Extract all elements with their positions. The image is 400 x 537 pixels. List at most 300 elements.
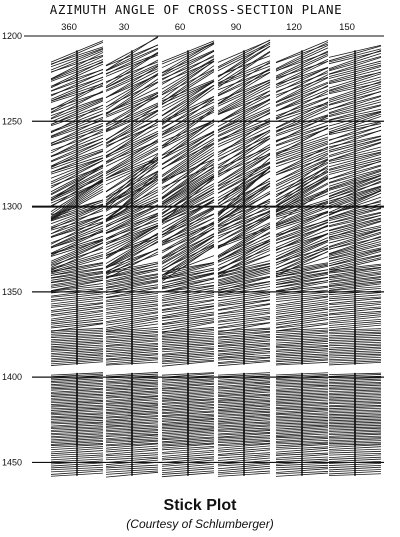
stick-center-dot xyxy=(187,69,189,71)
stick-center-dot xyxy=(243,173,245,175)
stick-center-dot xyxy=(76,124,78,126)
stick-center-dot xyxy=(243,101,245,103)
stick-center-dot xyxy=(131,103,133,105)
stick-center-dot xyxy=(76,146,78,148)
stick-center-dot xyxy=(131,124,133,126)
stick-center-dot xyxy=(243,312,245,314)
stick-center-dot xyxy=(187,103,189,105)
stick-center-dot xyxy=(187,122,189,124)
stick-center-dot xyxy=(243,459,245,461)
stick-center-dot xyxy=(354,136,356,138)
stick-center-dot xyxy=(354,52,356,54)
stick-center-dot xyxy=(131,140,133,142)
stick-center-dot xyxy=(187,449,189,451)
stick-center-dot xyxy=(243,445,245,447)
stick-center-dot xyxy=(76,153,78,155)
stick-center-dot xyxy=(187,65,189,67)
stick-center-dot xyxy=(187,130,189,132)
stick-center-dot xyxy=(76,116,78,118)
stick-center-dot xyxy=(76,171,78,173)
azimuth-tick-label: 150 xyxy=(339,22,355,33)
stick-center-dot xyxy=(301,288,303,290)
stick-center-dot xyxy=(187,320,189,322)
stick-center-dot xyxy=(187,91,189,93)
stick-center-dot xyxy=(187,99,189,101)
stick-center-dot xyxy=(243,132,245,134)
stick-center-dot xyxy=(76,122,78,124)
stick-center-dot xyxy=(76,69,78,71)
depth-tick-label: 1450 xyxy=(2,457,23,468)
stick-center-dot xyxy=(187,75,189,77)
stick-center-dot xyxy=(243,310,245,312)
stick-center-dot xyxy=(187,453,189,455)
stick-center-dot xyxy=(187,173,189,175)
stick-center-dot xyxy=(243,91,245,93)
stick-center-dot xyxy=(131,324,133,326)
stick-center-dot xyxy=(301,132,303,134)
depth-tick-labels xyxy=(2,31,22,467)
stick-center-dot xyxy=(187,314,189,316)
stick-center-dot xyxy=(243,136,245,138)
stick-center-dot xyxy=(131,445,133,447)
stick-center-dot xyxy=(76,165,78,167)
stick-center-dot xyxy=(131,56,133,58)
stick-center-dot xyxy=(301,298,303,300)
stick-center-dot xyxy=(301,138,303,140)
stick-center-dot xyxy=(354,173,356,175)
stick-center-dot xyxy=(76,87,78,89)
stick-center-dot xyxy=(131,91,133,93)
stick-center-dot xyxy=(243,110,245,112)
stick-center-dot xyxy=(301,302,303,304)
stick-center-dot xyxy=(354,171,356,173)
stick-center-dot xyxy=(76,110,78,112)
stick-center-dot xyxy=(301,296,303,298)
stick-center-dot xyxy=(243,118,245,120)
stick-center-dot xyxy=(76,56,78,58)
stick-center-dot xyxy=(76,81,78,83)
stick-center-dot xyxy=(131,99,133,101)
stick-center-dot xyxy=(76,112,78,114)
stick-center-dot xyxy=(243,169,245,171)
stick-center-dot xyxy=(76,142,78,144)
stick-center-dot xyxy=(131,453,133,455)
stick-center-dot xyxy=(301,73,303,75)
stick-center-dot xyxy=(187,60,189,62)
stick-center-dot xyxy=(354,112,356,114)
stick-center-dot xyxy=(131,153,133,155)
stick-center-dot xyxy=(131,447,133,449)
stick-center-dot xyxy=(354,101,356,103)
stick-center-dot xyxy=(301,320,303,322)
stick-center-dot xyxy=(131,95,133,97)
stick-center-dot xyxy=(131,314,133,316)
stick-center-dot xyxy=(301,290,303,292)
stick-center-dot xyxy=(243,85,245,87)
stick-center-dot xyxy=(76,103,78,105)
stick-center-dot xyxy=(131,146,133,148)
stick-center-dot xyxy=(76,155,78,157)
stick-center-dot xyxy=(354,455,356,457)
stick-center-dot xyxy=(354,155,356,157)
stick-center-dot xyxy=(131,474,133,476)
stick-center-dot xyxy=(301,54,303,56)
stick-center-dot xyxy=(301,142,303,144)
stick-center-dot xyxy=(131,122,133,124)
stick-center-dot xyxy=(187,124,189,126)
stick-center-dot xyxy=(243,318,245,320)
stick-center-dot xyxy=(243,161,245,163)
stick-center-dot xyxy=(76,306,78,308)
stick-center-dot xyxy=(301,83,303,85)
stick-center-dot xyxy=(187,451,189,453)
stick-center-dot xyxy=(76,106,78,108)
stick-center-dot xyxy=(243,314,245,316)
stick-center-dot xyxy=(131,159,133,161)
stick-center-dot xyxy=(301,99,303,101)
stick-center-dot xyxy=(243,159,245,161)
stick-center-dot xyxy=(187,79,189,81)
stick-center-dot xyxy=(187,296,189,298)
stick-center-dot xyxy=(301,85,303,87)
stick-center-dot xyxy=(131,459,133,461)
depth-tick-label: 1250 xyxy=(2,116,23,127)
stick-center-dot xyxy=(187,134,189,136)
stick-center-dot xyxy=(243,163,245,165)
stick-center-dot xyxy=(354,457,356,459)
stick-center-dot xyxy=(76,63,78,65)
depth-tick-label: 1400 xyxy=(2,372,23,383)
stick-center-dot xyxy=(187,126,189,128)
stick-center-dot xyxy=(131,73,133,75)
stick-center-dot xyxy=(187,316,189,318)
stick-center-dot xyxy=(243,138,245,140)
stick-center-dot xyxy=(76,465,78,467)
stick-center-dot xyxy=(131,320,133,322)
stick-center-dot xyxy=(131,138,133,140)
stick-center-dot xyxy=(243,52,245,54)
stick-center-dot xyxy=(354,165,356,167)
stick-center-dot xyxy=(131,165,133,167)
stick-center-dot xyxy=(243,300,245,302)
stick-center-dot xyxy=(131,470,133,472)
stick-center-dot xyxy=(354,451,356,453)
depth-tick-label: 1350 xyxy=(2,286,23,297)
stick-center-dot xyxy=(131,85,133,87)
stick-center-dot xyxy=(354,114,356,116)
stick-center-dot xyxy=(187,116,189,118)
stick-center-dot xyxy=(187,120,189,122)
stick-center-dot xyxy=(76,93,78,95)
stick-center-dot xyxy=(243,108,245,110)
stick-center-dot xyxy=(354,85,356,87)
depth-tick-label: 1300 xyxy=(2,201,23,212)
stick-center-dot xyxy=(301,114,303,116)
stick-center-dot xyxy=(354,312,356,314)
stick-center-dot xyxy=(131,157,133,159)
stick-center-dot xyxy=(301,50,303,52)
stick-center-dot xyxy=(187,67,189,69)
stick-center-dot xyxy=(76,298,78,300)
stick-center-dot xyxy=(131,93,133,95)
stick-center-dot xyxy=(76,157,78,159)
stick-center-dot xyxy=(76,292,78,294)
stick-center-dot xyxy=(76,312,78,314)
stick-center-dot xyxy=(301,159,303,161)
stick-center-dot xyxy=(301,75,303,77)
stick-center-dot xyxy=(354,445,356,447)
stick-center-dot xyxy=(243,316,245,318)
stick-center-dot xyxy=(301,163,303,165)
stick-center-dot xyxy=(187,71,189,73)
stick-center-dot xyxy=(301,79,303,81)
stick-center-dot xyxy=(187,318,189,320)
stick-center-dot xyxy=(301,157,303,159)
azimuth-tick-labels xyxy=(61,22,355,33)
stick-center-dot xyxy=(131,89,133,91)
stick-center-dot xyxy=(301,445,303,447)
stick-center-dot xyxy=(131,108,133,110)
stick-center-dot xyxy=(187,85,189,87)
stick-center-dot xyxy=(243,167,245,169)
stick-center-dot xyxy=(76,101,78,103)
stick-center-dot xyxy=(354,151,356,153)
stick-center-dot xyxy=(301,363,303,365)
stick-center-dot xyxy=(131,63,133,65)
stick-center-dot xyxy=(243,75,245,77)
stick-center-dot xyxy=(76,316,78,318)
stick-center-dot xyxy=(131,106,133,108)
stick-marks xyxy=(51,36,381,477)
stick-center-dot xyxy=(354,67,356,69)
stick-center-dot xyxy=(187,322,189,324)
stick-center-dot xyxy=(243,157,245,159)
stick-center-dot xyxy=(187,73,189,75)
stick-center-dot xyxy=(76,324,78,326)
stick-center-dot xyxy=(301,136,303,138)
stick-center-dot xyxy=(187,157,189,159)
stick-center-dot xyxy=(131,312,133,314)
stick-center-dot xyxy=(243,457,245,459)
stick-center-dot xyxy=(301,465,303,467)
stick-center-dot xyxy=(301,60,303,62)
stick-center-dot xyxy=(131,54,133,56)
stick-center-dot xyxy=(131,294,133,296)
stick-center-dot xyxy=(76,326,78,328)
stick-center-dot xyxy=(187,445,189,447)
stick-center-dot xyxy=(243,326,245,328)
stick-center-dot xyxy=(354,60,356,62)
stick-center-dot xyxy=(354,122,356,124)
stick-center-dot xyxy=(354,65,356,67)
stick-center-dot xyxy=(187,288,189,290)
stick-center-dot xyxy=(301,71,303,73)
stick-center-dot xyxy=(301,153,303,155)
stick-center-dot xyxy=(131,142,133,144)
stick-center-dot xyxy=(76,463,78,465)
stick-center-dot xyxy=(243,56,245,58)
stick-center-dot xyxy=(301,318,303,320)
stick-center-dot xyxy=(187,101,189,103)
stick-center-dot xyxy=(187,81,189,83)
stick-center-dot xyxy=(243,324,245,326)
stick-center-dot xyxy=(243,89,245,91)
stick-center-dot xyxy=(76,310,78,312)
stick-center-dot xyxy=(354,314,356,316)
stick-center-dot xyxy=(76,296,78,298)
stick-center-dot xyxy=(243,175,245,177)
stick-center-dot xyxy=(76,173,78,175)
stick-center-dot xyxy=(301,146,303,148)
stick-center-dot xyxy=(354,140,356,142)
stick-center-dot xyxy=(76,83,78,85)
stick-center-dot xyxy=(131,467,133,469)
stick-center-dot xyxy=(187,292,189,294)
stick-center-dot xyxy=(187,298,189,300)
stick-center-dot xyxy=(243,292,245,294)
stick-center-dot xyxy=(301,167,303,169)
stick-center-dot xyxy=(301,155,303,157)
stick-center-dot xyxy=(76,302,78,304)
stick-center-dot xyxy=(187,97,189,99)
stick-center-dot xyxy=(131,169,133,171)
stick-center-dot xyxy=(301,89,303,91)
stick-center-dot xyxy=(243,134,245,136)
stick-center-dot xyxy=(131,155,133,157)
stick-center-dot xyxy=(131,75,133,77)
stick-center-dot xyxy=(243,449,245,451)
stick-center-dot xyxy=(131,300,133,302)
stick-center-dot xyxy=(354,73,356,75)
stick-center-dot xyxy=(76,175,78,177)
stick-center-dot xyxy=(354,130,356,132)
stick-center-dot xyxy=(243,148,245,150)
stick-center-dot xyxy=(301,128,303,130)
stick-center-dot xyxy=(187,304,189,306)
stick-center-dot xyxy=(243,153,245,155)
stick-center-dot xyxy=(301,175,303,177)
stick-center-dot xyxy=(354,290,356,292)
stick-center-dot xyxy=(76,136,78,138)
stick-center-dot xyxy=(243,79,245,81)
stick-center-dot xyxy=(354,316,356,318)
stick-center-dot xyxy=(243,142,245,144)
stick-center-dot xyxy=(243,165,245,167)
stick-center-dot xyxy=(76,320,78,322)
stick-center-dot xyxy=(301,101,303,103)
stick-center-dot xyxy=(76,453,78,455)
stick-center-dot xyxy=(301,103,303,105)
stick-center-dot xyxy=(354,126,356,128)
stick-center-dot xyxy=(187,110,189,112)
stick-center-dot xyxy=(243,306,245,308)
stick-center-dot xyxy=(354,91,356,93)
stick-center-dot xyxy=(301,457,303,459)
stick-center-dot xyxy=(187,112,189,114)
stick-center-dot xyxy=(76,79,78,81)
stick-center-dot xyxy=(76,472,78,474)
stick-center-dot xyxy=(131,298,133,300)
depth-tick-label: 1200 xyxy=(2,31,23,41)
stick-center-dot xyxy=(243,151,245,153)
stick-center-dot xyxy=(301,171,303,173)
stick-center-dot xyxy=(187,363,189,365)
stick-center-dot xyxy=(354,148,356,150)
stick-center-dot xyxy=(76,75,78,77)
stick-center-dot xyxy=(76,67,78,69)
stick-center-dot xyxy=(354,58,356,60)
stick-center-dot xyxy=(187,144,189,146)
stick-center-dot xyxy=(301,93,303,95)
azimuth-tick-label: 120 xyxy=(286,22,302,33)
azimuth-tick-label: 360 xyxy=(61,22,77,33)
stick-center-dot xyxy=(187,132,189,134)
stick-center-dot xyxy=(187,95,189,97)
stick-center-dot xyxy=(131,167,133,169)
stick-center-dot xyxy=(354,159,356,161)
stick-center-dot xyxy=(76,114,78,116)
stick-center-dot xyxy=(76,459,78,461)
stick-center-dot xyxy=(131,292,133,294)
stick-center-dot xyxy=(76,89,78,91)
stick-center-dot xyxy=(243,120,245,122)
stick-center-dot xyxy=(76,130,78,132)
stick-center-dot xyxy=(354,95,356,97)
stick-center-dot xyxy=(354,77,356,79)
stick-center-dot xyxy=(76,50,78,52)
stick-center-dot xyxy=(187,142,189,144)
stick-center-dot xyxy=(131,288,133,290)
stick-center-dot xyxy=(354,449,356,451)
stick-center-dot xyxy=(301,110,303,112)
stick-center-dot xyxy=(131,69,133,71)
azimuth-tick-label: 90 xyxy=(230,22,242,33)
stick-center-dot xyxy=(301,91,303,93)
stick-center-dot xyxy=(131,472,133,474)
stick-center-dot xyxy=(354,363,356,365)
stick-center-dot xyxy=(131,304,133,306)
stick-center-dot xyxy=(354,470,356,472)
stick-center-dot xyxy=(354,302,356,304)
stick-center-dot xyxy=(76,134,78,136)
stick-center-dot xyxy=(76,99,78,101)
stick-center-dot xyxy=(131,110,133,112)
stick-center-dot xyxy=(131,97,133,99)
stick-center-dot xyxy=(354,132,356,134)
stick-center-dot xyxy=(131,306,133,308)
stick-center-dot xyxy=(243,58,245,60)
stick-center-dot xyxy=(131,81,133,83)
stick-center-dot xyxy=(301,140,303,142)
stick-center-dot xyxy=(301,124,303,126)
stick-center-dot xyxy=(354,461,356,463)
stick-center-dot xyxy=(354,324,356,326)
stick-center-dot xyxy=(187,470,189,472)
stick-center-dot xyxy=(301,470,303,472)
stick-center-dot xyxy=(76,300,78,302)
stick-center-dot xyxy=(354,453,356,455)
stick-center-dot xyxy=(354,63,356,65)
stick-center-dot xyxy=(187,474,189,476)
stick-center-dot xyxy=(187,455,189,457)
stick-center-dot xyxy=(187,312,189,314)
stick-center-dot xyxy=(76,65,78,67)
stick-center-dot xyxy=(187,148,189,150)
stick-center-dot xyxy=(187,146,189,148)
stick-center-dot xyxy=(187,136,189,138)
stick-center-dot xyxy=(243,124,245,126)
stick-center-dot xyxy=(76,144,78,146)
